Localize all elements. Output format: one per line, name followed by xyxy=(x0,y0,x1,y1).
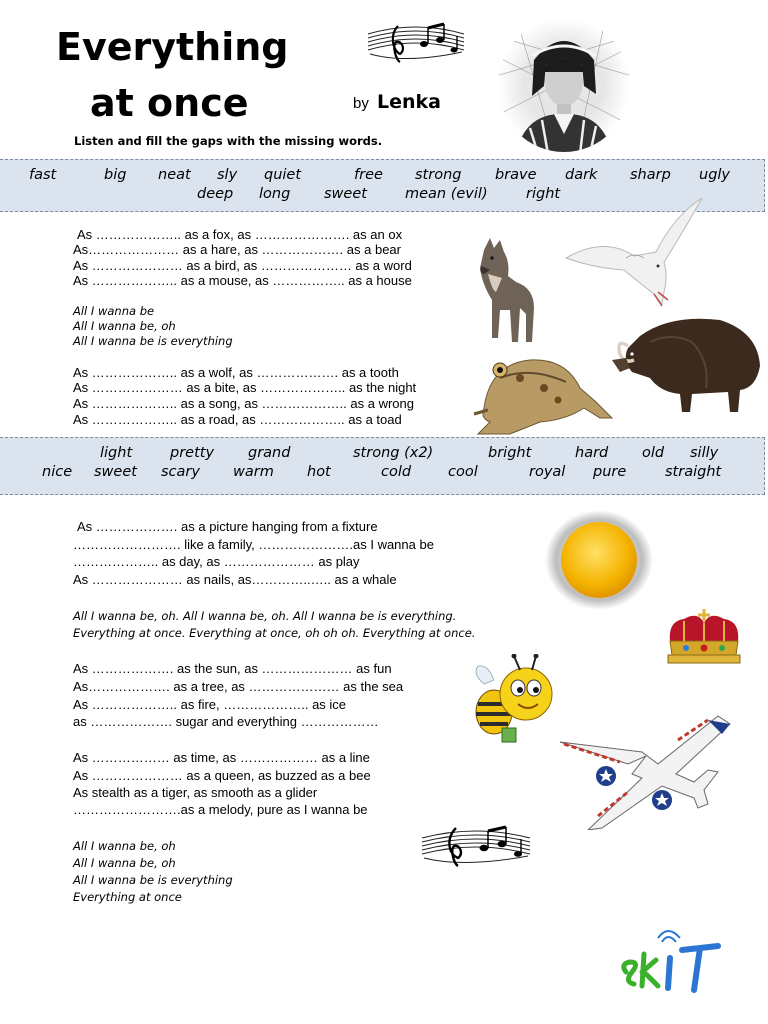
music-notes-icon xyxy=(366,20,466,66)
bank-word: pure xyxy=(593,464,627,480)
bank-word: big xyxy=(104,167,127,183)
lyric-line: As………………. as a tree, as ………………… as the sea xyxy=(73,679,404,694)
frog-image xyxy=(470,348,616,436)
lyric-line: As………………… as a hare, as ………………. as a bear xyxy=(73,242,401,257)
crown-image xyxy=(662,607,746,667)
author-name: Lenka xyxy=(377,91,441,113)
bank-word: straight xyxy=(665,464,722,480)
bank-word: bright xyxy=(488,445,532,461)
lyric-line: As ……………….. as a fox, as …………………. as an ox xyxy=(77,227,403,242)
bank-word: nice xyxy=(42,464,73,480)
bank-word: ugly xyxy=(699,167,731,183)
lyric-line: As ……………….. as a song, as ……………….. as a wrong xyxy=(73,396,414,411)
chorus-line: All I wanna be xyxy=(73,304,155,318)
bank-word: hot xyxy=(307,464,331,480)
bank-word: hard xyxy=(575,445,609,461)
bank-word: sharp xyxy=(630,167,671,183)
chorus-line: All I wanna be, oh xyxy=(73,319,176,333)
bank-word: neat xyxy=(158,167,191,183)
bank-word: mean (evil) xyxy=(405,186,488,202)
bank-word: old xyxy=(642,445,665,461)
lyric-line: As ……………… as time, as ……………… as a line xyxy=(73,750,370,765)
ox-image xyxy=(610,312,764,414)
lyric-line: As ………………… as a bird, as ………………… as a word xyxy=(73,258,412,273)
title-line-2: at once xyxy=(90,81,249,125)
lyric-line: As ………………. as the sun, as ………………… as fun xyxy=(73,661,392,676)
music-notes-icon xyxy=(420,822,532,870)
bank-word: long xyxy=(259,186,291,202)
chorus-line: All I wanna be, oh xyxy=(73,856,176,870)
bank-word: cool xyxy=(448,464,478,480)
by-label: by xyxy=(353,95,369,112)
skit-logo xyxy=(618,928,734,994)
lyric-line: …………………….as a melody, pure as I wanna be xyxy=(73,802,368,817)
bank-word: strong (x2) xyxy=(353,445,434,461)
plane-image xyxy=(558,712,734,830)
lyric-line: As ………………… as a queen, as buzzed as a bee xyxy=(73,768,371,783)
word-bank-2 xyxy=(0,437,765,495)
chorus-line: All I wanna be, oh xyxy=(73,839,176,853)
lyric-line: As ……………….. as a wolf, as ………………. as a tooth xyxy=(73,365,399,380)
lyric-line: As ……………….. as fire, ……………….. as ice xyxy=(73,697,347,712)
bank-word: royal xyxy=(529,464,566,480)
bank-word: warm xyxy=(233,464,274,480)
lyric-line: ……………………. like a family, ………………….as I wanna be xyxy=(73,537,434,552)
chorus-line: Everything at once xyxy=(73,890,182,904)
title-line-1: Everything xyxy=(56,25,289,69)
bank-word: free xyxy=(354,167,383,183)
chorus-line: All I wanna be, oh. All I wanna be, oh. All I wanna be is everything. xyxy=(73,609,457,623)
bank-word: strong xyxy=(415,167,462,183)
bank-word: scary xyxy=(161,464,200,480)
lyric-line: As ……………….. as a mouse, as …………….. as a house xyxy=(73,273,412,288)
bee-image xyxy=(470,654,560,746)
instructions: Listen and fill the gaps with the missing words. xyxy=(74,134,383,148)
lyric-line: As ………………… as nails, as…………..….. as a whale xyxy=(73,572,397,587)
bank-word: light xyxy=(100,445,133,461)
bank-word: right xyxy=(526,186,561,202)
bank-word: dark xyxy=(565,167,598,183)
lyric-line: As ………………. as a picture hanging from a fixture xyxy=(77,519,378,534)
dove-image xyxy=(564,196,706,308)
bank-word: silly xyxy=(690,445,719,461)
chorus-line: Everything at once. Everything at once, oh oh oh. Everything at once. xyxy=(73,626,476,640)
bank-word: sweet xyxy=(324,186,367,202)
bank-word: deep xyxy=(197,186,234,202)
bank-word: grand xyxy=(248,445,291,461)
bank-word: sweet xyxy=(94,464,137,480)
bank-word: quiet xyxy=(264,167,302,183)
lyric-line: As ………………… as a bite, as ……………….. as the night xyxy=(73,380,417,395)
chorus-line: All I wanna be is everything xyxy=(73,873,233,887)
bank-word: cold xyxy=(381,464,412,480)
sun-image xyxy=(543,508,655,612)
singer-portrait xyxy=(496,16,632,154)
bank-word: pretty xyxy=(170,445,215,461)
lyric-line: As ……………….. as a road, as ……………….. as a toad xyxy=(73,412,402,427)
bank-word: brave xyxy=(495,167,537,183)
lyric-line: ……………….. as day, as ………………… as play xyxy=(73,554,360,569)
lyric-line: as ………………. sugar and everything ……………… xyxy=(73,714,379,729)
bank-word: sly xyxy=(217,167,238,183)
lyric-line: As stealth as a tiger, as smooth as a glider xyxy=(73,785,318,800)
chorus-line: All I wanna be is everything xyxy=(73,334,233,348)
wolf-image xyxy=(474,238,540,344)
bank-word: fast xyxy=(29,167,57,183)
